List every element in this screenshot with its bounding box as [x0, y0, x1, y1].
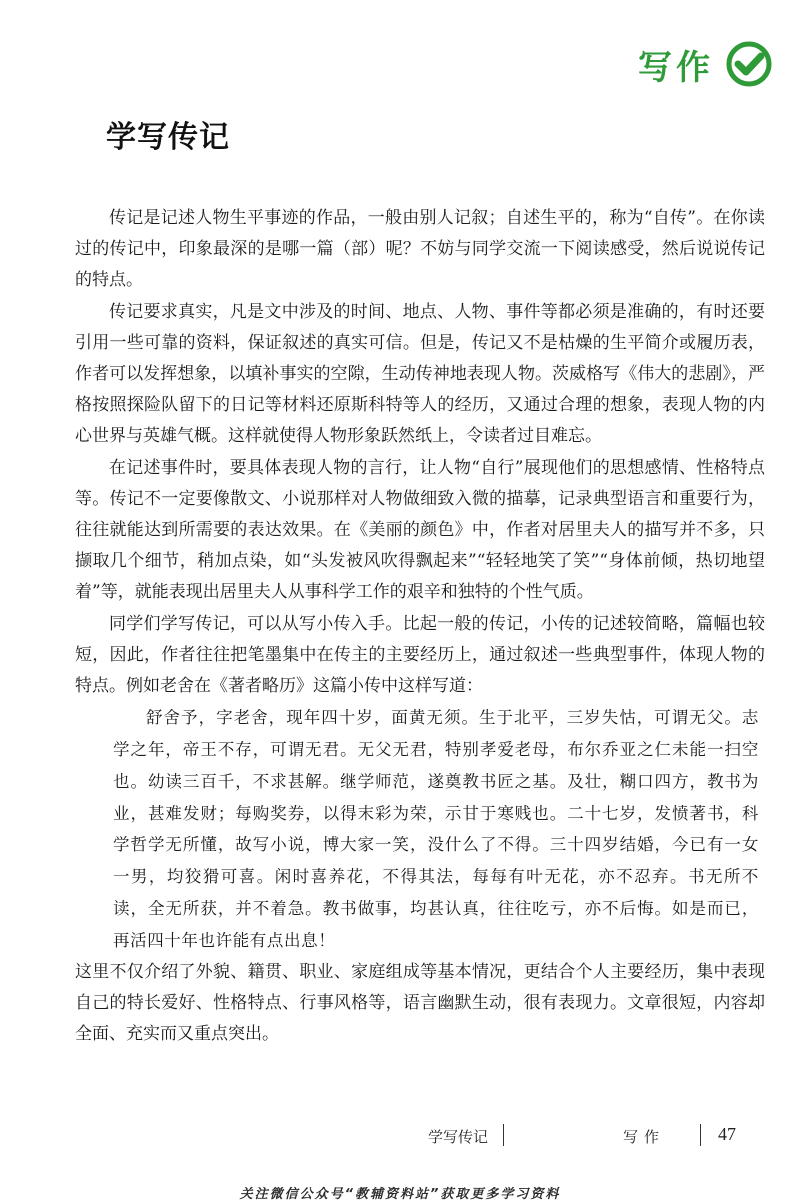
- footer-divider: [503, 1124, 504, 1146]
- section-label: 写作: [638, 47, 714, 88]
- footer-divider: [700, 1124, 701, 1146]
- paragraph-authenticity: 传记要求真实，凡是文中涉及的时间、地点、人物、事件等都必须是准确的，有时还要引用一些可靠的资料，保证叙述的真实可信。但是，传记又不是枯燥的生平简介或履历表，作者可以发挥想象，以填补事实的空隙，生动传神地表现人物。茨威格写《伟大的悲剧》，严格按照探险队留下的日记等材料还原斯科特等人的经历，又通过合理的想象，表现人物的内心世界与英雄气概。这样就使得人物形象跃然纸上，令读者过目难忘。: [75, 301, 765, 447]
- paragraph-character-portrayal: 在记述事件时，要具体表现人物的言行，让人物“自行”展现他们的思想感情、性格特点等。传记不一定要像散文、小说那样对人物做细致入微的描摹，记录典型语言和重要行为，往往就能达到所需要的表达效果。在《美丽的颜色》中，作者对居里夫人的描写并不多，只撷取几个细节，稍加点染，如“头发被风吹得飘起来”“轻轻地笑了笑”“身体前倾，热切地望着”等，就能表现出居里夫人从事科学工作的艰辛和独特的个性气质。: [75, 457, 765, 603]
- footer-section-title: 学写传记: [428, 1128, 489, 1146]
- paragraph-analysis: 这里不仅介绍了外貌、籍贯、职业、家庭组成等基本情况，更结合个人主要经历，集中表现自己的特长爱好、性格特点、行事风格等，语言幽默生动，很有表现力。文章很短，内容却全面、充实而又重点突出。: [75, 961, 765, 1045]
- footer-chapter-title: 写作: [623, 1128, 666, 1146]
- page-number: 47: [718, 1124, 736, 1144]
- page-footer: [0, 1122, 800, 1152]
- paragraph-intro: 传记是记述人物生平事迹的作品，一般由别人记叙；自述生平的，称为“自传”。在你读过的传记中，印象最深的是哪一篇（部）呢？不妨与同学交流一下阅读感受，然后说说传记的特点。: [75, 208, 765, 291]
- page-title: 学写传记: [106, 120, 230, 155]
- laoshe-quote: [75, 702, 765, 956]
- checkmark-circle-icon: [726, 41, 772, 87]
- quote-text: 舒舍予，字老舍，现年四十岁，面黄无须。生于北平，三岁失怙，可谓无父。志学之年，帝王不存，可谓无君。无父无君，特别孝爱老母，布尔乔亚之仁未能一扫空也。幼读三百千，不求甚解。继学师范，遂奠教书匠之基。及壮，糊口四方，教书为业，甚难发财；每购奖券，以得末彩为荣，示甘于寒贱也。二十七岁，发愤著书，科学哲学无所懂，故写小说，博大家一笑，没什么了不得。三十四岁结婚，今已有一女一男，均狡猾可喜。闲时喜养花，不得其法，每每有叶无花，亦不忍弃。书无所不读，全无所获，并不着急。教书做事，均甚认真，往往吃亏，亦不后悔。如是而已，再活四十年也许能有点出息！: [113, 708, 759, 950]
- section-badge: [638, 34, 772, 94]
- paragraph-short-biography: 同学们学写传记，可以从写小传入手。比起一般的传记，小传的记述较简略，篇幅也较短，因此，作者往往把笔墨集中在传主的主要经历上，通过叙述一些典型事件，体现人物的特点。例如老舍在《著者略历》这篇小传中这样写道：: [75, 613, 765, 697]
- watermark-text: 关注微信公众号“教辅资料站”获取更多学习资料: [239, 1187, 561, 1202]
- article-body: [75, 203, 765, 1050]
